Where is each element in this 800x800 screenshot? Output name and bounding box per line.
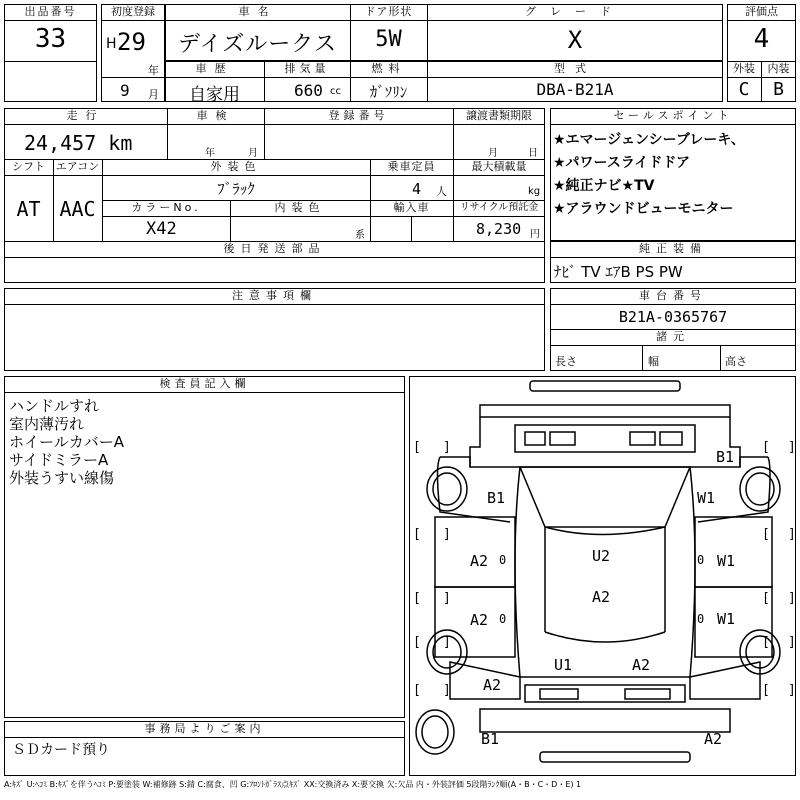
damage-mark: U2	[592, 547, 611, 565]
notes-label: 注意事項欄	[232, 289, 317, 302]
transfer-day-unit: 日	[528, 148, 538, 159]
model-label: 型式	[554, 62, 596, 75]
bracket-mark: ]	[788, 635, 796, 650]
import-label: 輸入車	[393, 201, 430, 214]
car-name: デイズルークス	[177, 32, 338, 57]
first-registration-label: 初度登録	[111, 5, 155, 18]
year-unit: 年	[148, 64, 159, 77]
door-type: 5W	[375, 27, 402, 52]
chassis-number-label: 車台番号	[639, 289, 707, 302]
capacity-unit: 人	[436, 185, 447, 198]
damage-mark: A2	[592, 588, 611, 606]
registration-year: 29	[117, 28, 146, 56]
model-code: DBA-B21A	[536, 80, 614, 99]
damage-mark: 0	[499, 612, 507, 626]
bracket-mark: [	[762, 683, 770, 698]
bracket-mark: [	[413, 440, 421, 455]
damage-mark: 0	[697, 612, 705, 626]
month-unit: 月	[148, 88, 159, 101]
bracket-mark: ]	[443, 635, 451, 650]
damage-mark: B1	[481, 730, 500, 748]
aircon-label: エアコン	[55, 160, 100, 173]
interior-label: 内装	[767, 62, 790, 75]
bracket-mark: ]	[788, 591, 796, 606]
height-label: 高さ	[725, 355, 747, 368]
lot-number-label: 出品番号	[24, 5, 77, 18]
bracket-mark: [	[413, 591, 421, 606]
inspection-label: 車検	[196, 109, 235, 122]
lot-number: 33	[34, 24, 67, 54]
displacement: 660	[294, 81, 323, 100]
transfer-month-unit: 月	[488, 148, 498, 159]
inspector-label: 検査員記入欄	[159, 377, 250, 390]
genuine-equipment: ﾅﾋﾞ TV ｴｱB PS PW	[554, 263, 683, 281]
registration-month: 9	[120, 81, 130, 100]
capacity: 4	[412, 180, 422, 198]
history-label: 車歴	[195, 62, 234, 75]
legend-footer: A:ｷｽﾞ U:ﾍｺﾐ B:ｷｽﾞを伴うﾍｺﾐ P:要塗装 W:補修跡 S:錆 C:腐食、凹 G:ﾌﾛﾝﾄｶﾞﾗｽ点ｷｽﾞ XX:交換済み X:要交換 欠:欠品 内・外装評価 5段階ﾗﾝｸ順(A・B・C・D・E) 1	[4, 780, 582, 789]
length-label: 長さ	[555, 355, 577, 368]
recycle-deposit-unit: 円	[530, 229, 540, 240]
grade: X	[567, 26, 583, 54]
bracket-mark: [	[413, 527, 421, 542]
sales-points-label: セールスポイント	[613, 109, 733, 122]
exterior-color-label: 外装色	[210, 160, 262, 173]
recycle-deposit: 8,230	[476, 220, 522, 238]
sales-point: ★パワースライドドア	[553, 155, 691, 171]
office-note: ＳＤカード預り	[12, 742, 110, 758]
transfer-deadline-label: 譲渡書類期限	[466, 109, 532, 122]
bracket-mark: [	[762, 635, 770, 650]
history: 自家用	[189, 85, 240, 105]
later-parts-label: 後日発送部品	[223, 242, 326, 255]
spec-label: 諸元	[656, 330, 690, 343]
damage-mark: A2	[704, 730, 723, 748]
score-label: 評価点	[745, 5, 778, 18]
exterior-label: 外装	[733, 62, 755, 75]
damage-diagram	[409, 376, 796, 776]
mileage: 24,457 km	[24, 131, 133, 155]
bracket-mark: ]	[443, 440, 451, 455]
inspector-note: 室内薄汚れ	[9, 415, 85, 433]
aircon: AAC	[59, 197, 96, 221]
damage-mark: B1	[487, 489, 506, 507]
shift: AT	[16, 197, 41, 221]
bracket-mark: [	[762, 440, 770, 455]
inspector-note: ハンドルすれ	[9, 397, 100, 415]
registration-number-label: 登録番号	[328, 109, 389, 122]
damage-mark: B1	[716, 448, 735, 466]
damage-mark: U1	[554, 656, 573, 674]
bracket-mark: ]	[443, 591, 451, 606]
capacity-label: 乗車定員	[387, 160, 436, 173]
inspection-month-unit: 月	[248, 148, 258, 159]
displacement-unit: cc	[330, 86, 341, 97]
bracket-mark: ]	[788, 683, 796, 698]
damage-mark: W1	[697, 489, 716, 507]
damage-mark: A2	[483, 676, 502, 694]
fuel-label: 燃料	[371, 62, 406, 75]
bracket-mark: ]	[443, 527, 451, 542]
inspection-year-unit: 年	[205, 148, 215, 159]
damage-mark: A2	[470, 552, 489, 570]
mileage-label: 走行	[66, 109, 105, 122]
color-number-label: カラーNo.	[131, 201, 201, 214]
sales-point: ★エマージェンシーブレーキ、	[553, 132, 745, 148]
max-load-unit: kg	[528, 186, 541, 197]
damage-mark: A2	[470, 611, 489, 629]
bracket-mark: [	[413, 635, 421, 650]
overall-score: 4	[753, 24, 770, 54]
genuine-equipment-label: 純正装備	[639, 242, 707, 255]
exterior-color: ﾌﾞﾗｯｸ	[217, 180, 255, 198]
chassis-number: B21A-0365767	[618, 308, 728, 326]
bracket-mark: [	[762, 591, 770, 606]
sales-point: ★アラウンドビューモニター	[553, 201, 734, 217]
inspector-note: ホイールカバーA	[9, 433, 124, 451]
damage-mark: 0	[697, 553, 705, 567]
max-load-label: 最大積載量	[471, 160, 527, 173]
width-label: 幅	[648, 355, 659, 368]
damage-mark: 0	[499, 553, 507, 567]
car-name-label: 車名	[238, 5, 277, 18]
shift-label: シフト	[12, 160, 45, 173]
sales-point: ★純正ナビ★TV	[553, 178, 655, 194]
recycle-deposit-label: リサイクル預託金	[459, 202, 539, 213]
damage-mark: A2	[632, 656, 651, 674]
office-label: 事務局よりご案内	[144, 722, 265, 735]
grade-label: グレード	[525, 5, 625, 18]
damage-mark: W1	[717, 610, 736, 628]
color-number: X42	[146, 219, 177, 239]
interior-color-unit: 系	[355, 230, 365, 241]
fuel: ｶﾞｿﾘﾝ	[369, 83, 408, 101]
exterior-grade: C	[738, 79, 750, 100]
door-type-label: ドア形状	[364, 5, 413, 18]
bracket-mark: ]	[443, 683, 451, 698]
inspector-note: サイドミラーA	[9, 451, 109, 469]
displacement-label: 排気量	[284, 62, 330, 75]
interior-grade: B	[773, 79, 784, 100]
bracket-mark: ]	[788, 440, 796, 455]
bracket-mark: [	[413, 683, 421, 698]
damage-mark: W1	[717, 552, 736, 570]
car-outline	[410, 377, 797, 777]
interior-color-label: 内装色	[274, 201, 326, 214]
bracket-mark: ]	[788, 527, 796, 542]
bracket-mark: [	[762, 527, 770, 542]
inspector-note: 外装うすい線傷	[9, 469, 115, 487]
era-mark: H	[106, 36, 117, 52]
